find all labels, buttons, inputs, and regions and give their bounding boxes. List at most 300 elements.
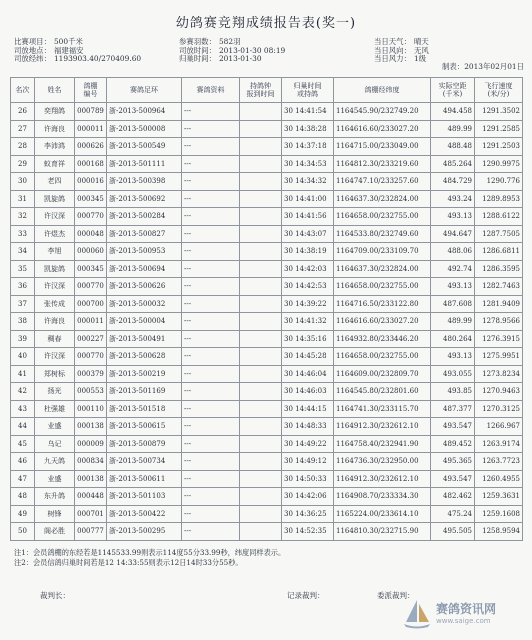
cell-distance: 493.055 (431, 365, 475, 383)
cell-loft-id: 000168 (75, 155, 107, 173)
cell-coordinates: 1164545.90/232749.20 (334, 103, 431, 121)
cell-loft-id: 000770 (75, 278, 107, 296)
cell-bird-info: --- (182, 103, 240, 121)
cell-distance: 484.729 (431, 173, 475, 191)
watermark-url: www.saige.com (436, 617, 491, 625)
meta-key: 当日风向： (374, 45, 411, 55)
cell-loft-id: 000770 (75, 348, 107, 366)
table-row (11, 190, 523, 208)
column-header-clock-time: 持鸽钟 报到时间 (240, 78, 282, 103)
cell-owner: 九天鸽 (35, 453, 75, 471)
made-label: 制表： (442, 62, 465, 71)
meta-value: 582羽 (218, 37, 241, 46)
cell-rank: 28 (11, 138, 35, 156)
cell-arrival-time: 30 14:46:03 (282, 383, 334, 401)
cell-loft-id: 000770 (75, 208, 107, 226)
cell-loft-id: 000011 (75, 313, 107, 331)
cell-owner: 张传成 (35, 295, 75, 313)
cell-bird-info: --- (182, 365, 240, 383)
cell-loft-id: 000626 (75, 138, 107, 156)
cell-rank: 50 (11, 523, 35, 541)
cell-speed: 1291.3502 (475, 103, 523, 121)
cell-clock-time (240, 313, 282, 331)
cell-owner: 许海良 (35, 313, 75, 331)
cell-rank: 30 (11, 173, 35, 191)
cell-distance: 493.547 (431, 418, 475, 436)
cell-distance: 493.13 (431, 208, 475, 226)
cell-bird-info: --- (182, 278, 240, 296)
cell-loft-id: 000448 (75, 488, 107, 506)
cell-distance: 488.06 (431, 243, 475, 261)
cell-speed: 1258.9594 (475, 523, 523, 541)
cell-clock-time (240, 470, 282, 488)
cell-ring-number: 浙-2013-500219 (107, 365, 182, 383)
cell-coordinates: 1164932.80/233446.20 (334, 330, 431, 348)
cell-owner: 乌记 (35, 435, 75, 453)
cell-speed: 1263.7723 (475, 453, 523, 471)
committee-signature: 委派裁判： (377, 591, 415, 600)
cell-ring-number: 浙-2013-500615 (107, 418, 182, 436)
cell-ring-number: 浙-2013-500398 (107, 173, 182, 191)
cell-clock-time (240, 435, 282, 453)
table-row (11, 383, 523, 401)
cell-speed: 1287.7505 (475, 225, 523, 243)
cell-distance: 482.462 (431, 488, 475, 506)
table-row (11, 313, 523, 331)
cell-loft-id: 000834 (75, 453, 107, 471)
meta-col-race (14, 38, 141, 64)
meta-row (179, 55, 285, 64)
table-row (11, 400, 523, 418)
table-header-row (11, 78, 523, 103)
cell-loft-id: 000011 (75, 120, 107, 138)
cell-rank: 26 (11, 103, 35, 121)
cell-arrival-time: 30 14:36:25 (282, 505, 334, 523)
cell-loft-id: 000048 (75, 225, 107, 243)
results-table (10, 77, 523, 541)
cell-ring-number: 浙-2013-501111 (107, 155, 182, 173)
cell-speed: 1273.8234 (475, 365, 523, 383)
cell-owner: 许海良 (35, 120, 75, 138)
meta-value: 2013-01-30 08:19 (218, 45, 286, 55)
cell-rank: 29 (11, 155, 35, 173)
cell-loft-id: 000009 (75, 435, 107, 453)
table-row (11, 505, 523, 523)
cell-distance: 494.647 (431, 225, 475, 243)
cell-coordinates: 1164658.00/232755.00 (334, 348, 431, 366)
cell-rank: 44 (11, 418, 35, 436)
footnotes (14, 548, 514, 567)
meta-value: 晴天 (413, 37, 429, 46)
table-row (11, 523, 523, 541)
cell-owner: 东升鸽 (35, 488, 75, 506)
made-value: 2013年02月01日 (464, 62, 524, 71)
table-row (11, 155, 523, 173)
footnote: 注1：会员鸽棚的东经若是1145533.99则表示114度55分33.99秒，纬度同样表示。 (14, 548, 286, 557)
cell-bird-info: --- (182, 523, 240, 541)
meta-key: 比赛项目： (14, 37, 51, 46)
cell-coordinates: 1164912.30/232612.10 (334, 470, 431, 488)
cell-loft-id: 000701 (75, 505, 107, 523)
cell-ring-number: 浙-2013-501103 (107, 488, 182, 506)
cell-bird-info: --- (182, 173, 240, 191)
column-header-owner: 姓名 (35, 78, 75, 103)
cell-loft-id: 000110 (75, 400, 107, 418)
cell-arrival-time: 30 14:42:53 (282, 278, 334, 296)
cell-rank: 31 (11, 190, 35, 208)
cell-clock-time (240, 208, 282, 226)
cell-arrival-time: 30 14:49:12 (282, 453, 334, 471)
cell-arrival-time: 30 14:42:03 (282, 260, 334, 278)
cell-distance: 495.365 (431, 453, 475, 471)
cell-distance: 488.48 (431, 138, 475, 156)
cell-arrival-time: 30 14:44:15 (282, 400, 334, 418)
cell-owner: 许汉深 (35, 278, 75, 296)
cell-arrival-time: 30 14:38:28 (282, 120, 334, 138)
cell-loft-id: 000138 (75, 470, 107, 488)
cell-bird-info: --- (182, 120, 240, 138)
cell-distance: 489.99 (431, 313, 475, 331)
cell-owner: 凯旋鸽 (35, 190, 75, 208)
cell-distance: 494.458 (431, 103, 475, 121)
cell-ring-number: 浙-2013-500964 (107, 103, 182, 121)
cell-arrival-time: 30 14:50:33 (282, 470, 334, 488)
cell-speed: 1290.9975 (475, 155, 523, 173)
cell-owner: 许汉深 (35, 208, 75, 226)
table-body (11, 103, 523, 541)
cell-speed: 1286.6811 (475, 243, 523, 261)
cell-clock-time (240, 523, 282, 541)
cell-coordinates: 1164716.50/233122.80 (334, 295, 431, 313)
recorder-signature: 记录裁判： (287, 591, 325, 600)
made-date (442, 63, 524, 72)
table-row (11, 453, 523, 471)
cell-distance: 487.608 (431, 295, 475, 313)
cell-clock-time (240, 120, 282, 138)
cell-loft-id: 000345 (75, 190, 107, 208)
cell-arrival-time: 30 14:42:06 (282, 488, 334, 506)
cell-ring-number: 浙-2013-500734 (107, 453, 182, 471)
cell-ring-number: 浙-2013-500692 (107, 190, 182, 208)
cell-arrival-time: 30 14:41:00 (282, 190, 334, 208)
cell-ring-number: 浙-2013-500008 (107, 120, 182, 138)
cell-owner: 蚁育祥 (35, 155, 75, 173)
cell-rank: 43 (11, 400, 35, 418)
cell-clock-time (240, 278, 282, 296)
cell-distance: 475.24 (431, 505, 475, 523)
site-watermark (402, 598, 522, 632)
meta-value: 1级 (413, 54, 427, 64)
table-row (11, 260, 523, 278)
cell-bird-info: --- (182, 208, 240, 226)
cell-owner: 李沛鸿 (35, 138, 75, 156)
cell-clock-time (240, 383, 282, 401)
cell-arrival-time: 30 14:34:53 (282, 155, 334, 173)
cell-coordinates: 1164658.00/232755.00 (334, 278, 431, 296)
cell-ring-number: 浙-2013-501518 (107, 400, 182, 418)
cell-bird-info: --- (182, 435, 240, 453)
meta-key: 参赛羽数： (179, 37, 216, 46)
table-row (11, 295, 523, 313)
column-header-ring-number: 赛鸽足环 (107, 78, 182, 103)
cell-bird-info: --- (182, 313, 240, 331)
table-row (11, 103, 523, 121)
cell-speed: 1291.2585 (475, 120, 523, 138)
cell-arrival-time: 30 14:46:04 (282, 365, 334, 383)
cell-speed: 1276.3915 (475, 330, 523, 348)
cell-coordinates: 1164637.30/232824.00 (334, 260, 431, 278)
cell-distance: 485.264 (431, 155, 475, 173)
cell-ring-number: 浙-2013-500611 (107, 470, 182, 488)
cell-loft-id: 000789 (75, 103, 107, 121)
cell-clock-time (240, 225, 282, 243)
cell-clock-time (240, 243, 282, 261)
cell-coordinates: 1164912.30/232612.10 (334, 418, 431, 436)
cell-distance: 493.547 (431, 470, 475, 488)
cell-clock-time (240, 155, 282, 173)
cell-owner: 阁必胜 (35, 523, 75, 541)
cell-bird-info: --- (182, 225, 240, 243)
cell-ring-number: 浙-2013-500827 (107, 225, 182, 243)
cell-speed: 1278.9566 (475, 313, 523, 331)
cell-speed: 1290.776 (475, 173, 523, 191)
meta-value: 福建福安 (53, 45, 84, 55)
table-row (11, 120, 523, 138)
column-header-arrival-time: 归巢时间 或持鸽 (282, 78, 334, 103)
cell-coordinates: 1164709.00/233109.70 (334, 243, 431, 261)
cell-arrival-time: 30 14:41:54 (282, 103, 334, 121)
cell-speed: 1282.7463 (475, 278, 523, 296)
cell-owner: 奕翔鸽 (35, 103, 75, 121)
meta-value: 2013-01-30 (218, 54, 262, 64)
table-row (11, 225, 523, 243)
table-row (11, 138, 523, 156)
column-header-rank: 名次 (11, 78, 35, 103)
cell-ring-number: 浙-2013-500422 (107, 505, 182, 523)
table-row (11, 243, 523, 261)
cell-ring-number: 浙-2013-500032 (107, 295, 182, 313)
cell-distance: 493.24 (431, 190, 475, 208)
cell-ring-number: 浙-2013-500491 (107, 330, 182, 348)
cell-bird-info: --- (182, 190, 240, 208)
cell-arrival-time: 30 14:49:22 (282, 435, 334, 453)
cell-rank: 38 (11, 313, 35, 331)
cell-coordinates: 1164637.30/232824.00 (334, 190, 431, 208)
meta-row (374, 55, 429, 64)
cell-bird-info: --- (182, 418, 240, 436)
cell-loft-id: 000777 (75, 523, 107, 541)
cell-ring-number: 浙-2013-500694 (107, 260, 182, 278)
cell-distance: 489.452 (431, 435, 475, 453)
cell-arrival-time: 30 14:41:56 (282, 208, 334, 226)
cell-speed: 1259.3631 (475, 488, 523, 506)
cell-owner: 许煜杰 (35, 225, 75, 243)
column-header-distance: 实际空距 (千米) (431, 78, 475, 103)
cell-clock-time (240, 505, 282, 523)
cell-rank: 33 (11, 225, 35, 243)
cell-bird-info: --- (182, 330, 240, 348)
table-row (11, 435, 523, 453)
table-row (11, 208, 523, 226)
cell-owner: 老四 (35, 173, 75, 191)
cell-ring-number: 浙-2013-500626 (107, 278, 182, 296)
table-row (11, 330, 523, 348)
cell-rank: 40 (11, 348, 35, 366)
cell-coordinates: 1164715.00/233049.00 (334, 138, 431, 156)
cell-bird-info: --- (182, 243, 240, 261)
cell-coordinates: 1164533.80/232749.60 (334, 225, 431, 243)
cell-coordinates: 1164545.80/232801.60 (334, 383, 431, 401)
cell-speed: 1260.4955 (475, 470, 523, 488)
cell-owner: 郑树标 (35, 365, 75, 383)
cell-distance: 493.13 (431, 278, 475, 296)
cell-clock-time (240, 138, 282, 156)
cell-arrival-time: 30 14:35:16 (282, 330, 334, 348)
cell-owner: 李旭 (35, 243, 75, 261)
meta-col-times (179, 38, 285, 64)
cell-loft-id: 000060 (75, 243, 107, 261)
cell-rank: 47 (11, 470, 35, 488)
cell-arrival-time: 30 14:52:35 (282, 523, 334, 541)
cell-speed: 1286.3595 (475, 260, 523, 278)
cell-arrival-time: 30 14:48:33 (282, 418, 334, 436)
cell-clock-time (240, 348, 282, 366)
cell-coordinates: 1164758.40/232941.90 (334, 435, 431, 453)
cell-owner: 凯旋鸽 (35, 260, 75, 278)
cell-coordinates: 1164658.00/232755.00 (334, 208, 431, 226)
cell-coordinates: 1164908.70/233334.30 (334, 488, 431, 506)
cell-clock-time (240, 418, 282, 436)
watermark-name: 赛鸽资讯网 (436, 602, 497, 616)
meta-key: 司放时间： (179, 45, 216, 55)
cell-clock-time (240, 103, 282, 121)
cell-owner: 树锋 (35, 505, 75, 523)
meta-key: 当日天气： (374, 37, 411, 46)
cell-clock-time (240, 453, 282, 471)
cell-loft-id: 000345 (75, 260, 107, 278)
cell-distance: 480.264 (431, 330, 475, 348)
cell-distance: 493.85 (431, 383, 475, 401)
cell-rank: 41 (11, 365, 35, 383)
cell-arrival-time: 30 14:43:07 (282, 225, 334, 243)
cell-arrival-time: 30 14:34:32 (282, 173, 334, 191)
cell-clock-time (240, 365, 282, 383)
cell-speed: 1259.1608 (475, 505, 523, 523)
column-header-bird-info: 赛鸽资料 (182, 78, 240, 103)
cell-rank: 32 (11, 208, 35, 226)
cell-coordinates: 1164616.60/233027.20 (334, 313, 431, 331)
cell-speed: 1281.9409 (475, 295, 523, 313)
table-row (11, 470, 523, 488)
cell-coordinates: 1164736.30/232950.00 (334, 453, 431, 471)
cell-clock-time (240, 295, 282, 313)
cell-clock-time (240, 488, 282, 506)
cell-coordinates: 1164616.60/233027.20 (334, 120, 431, 138)
cell-speed: 1266.967 (475, 418, 523, 436)
column-header-coordinates: 鸽棚经纬度 (334, 78, 431, 103)
cell-rank: 39 (11, 330, 35, 348)
cell-rank: 45 (11, 435, 35, 453)
cell-bird-info: --- (182, 400, 240, 418)
cell-ring-number: 浙-2013-500879 (107, 435, 182, 453)
cell-loft-id: 000553 (75, 383, 107, 401)
cell-distance: 489.99 (431, 120, 475, 138)
cell-ring-number: 浙-2013-500549 (107, 138, 182, 156)
cell-bird-info: --- (182, 453, 240, 471)
cell-rank: 48 (11, 488, 35, 506)
cell-rank: 27 (11, 120, 35, 138)
cell-speed: 1289.8953 (475, 190, 523, 208)
cell-loft-id: 000227 (75, 330, 107, 348)
cell-rank: 34 (11, 243, 35, 261)
table-row (11, 348, 523, 366)
cell-clock-time (240, 330, 282, 348)
meta-value: 无风 (413, 45, 429, 55)
cell-rank: 35 (11, 260, 35, 278)
meta-key: 司放地点： (14, 45, 51, 55)
cell-clock-time (240, 400, 282, 418)
cell-owner: 业盛 (35, 418, 75, 436)
cell-ring-number: 浙-2013-500295 (107, 523, 182, 541)
cell-arrival-time: 30 14:39:22 (282, 295, 334, 313)
cell-rank: 37 (11, 295, 35, 313)
cell-distance: 492.74 (431, 260, 475, 278)
table-row (11, 173, 523, 191)
cell-speed: 1270.3125 (475, 400, 523, 418)
cell-owner: 业盛 (35, 470, 75, 488)
cell-rank: 46 (11, 453, 35, 471)
cell-bird-info: --- (182, 348, 240, 366)
cell-bird-info: --- (182, 138, 240, 156)
cell-ring-number: 浙-2013-501169 (107, 383, 182, 401)
sailboat-logo-icon (402, 598, 432, 630)
cell-clock-time (240, 190, 282, 208)
race-meta (14, 38, 524, 72)
cell-owner: 杜强雄 (35, 400, 75, 418)
cell-bird-info: --- (182, 488, 240, 506)
cell-clock-time (240, 260, 282, 278)
cell-speed: 1288.6122 (475, 208, 523, 226)
cell-clock-time (240, 173, 282, 191)
cell-arrival-time: 30 14:37:18 (282, 138, 334, 156)
cell-coordinates: 1164747.10/233257.60 (334, 173, 431, 191)
cell-distance: 487.377 (431, 400, 475, 418)
cell-ring-number: 浙-2013-500628 (107, 348, 182, 366)
meta-key: 当日风力： (374, 54, 411, 64)
cell-speed: 1263.9174 (475, 435, 523, 453)
cell-speed: 1270.9463 (475, 383, 523, 401)
cell-bird-info: --- (182, 470, 240, 488)
cell-owner: 扬光 (35, 383, 75, 401)
cell-loft-id: 000016 (75, 173, 107, 191)
report-title: 幼鸽赛竞翔成绩报告表(奖一) (175, 16, 357, 31)
cell-distance: 493.13 (431, 348, 475, 366)
cell-coordinates: 1164810.30/232715.90 (334, 523, 431, 541)
meta-key: 归巢时间： (179, 54, 216, 64)
cell-coordinates: 1165224.00/233614.10 (334, 505, 431, 523)
cell-bird-info: --- (182, 383, 240, 401)
cell-arrival-time: 30 14:41:32 (282, 313, 334, 331)
cell-bird-info: --- (182, 505, 240, 523)
cell-bird-info: --- (182, 295, 240, 313)
cell-arrival-time: 30 14:38:19 (282, 243, 334, 261)
table-row (11, 278, 523, 296)
column-header-loft-id: 鸽棚 编号 (75, 78, 107, 103)
cell-ring-number: 浙-2013-500953 (107, 243, 182, 261)
cell-owner: 许汉深 (35, 348, 75, 366)
footnote: 注2：会员信鸽归巢时间若是12 14:33:55则表示12日14时33分55秒。 (14, 557, 243, 567)
table-row (11, 418, 523, 436)
